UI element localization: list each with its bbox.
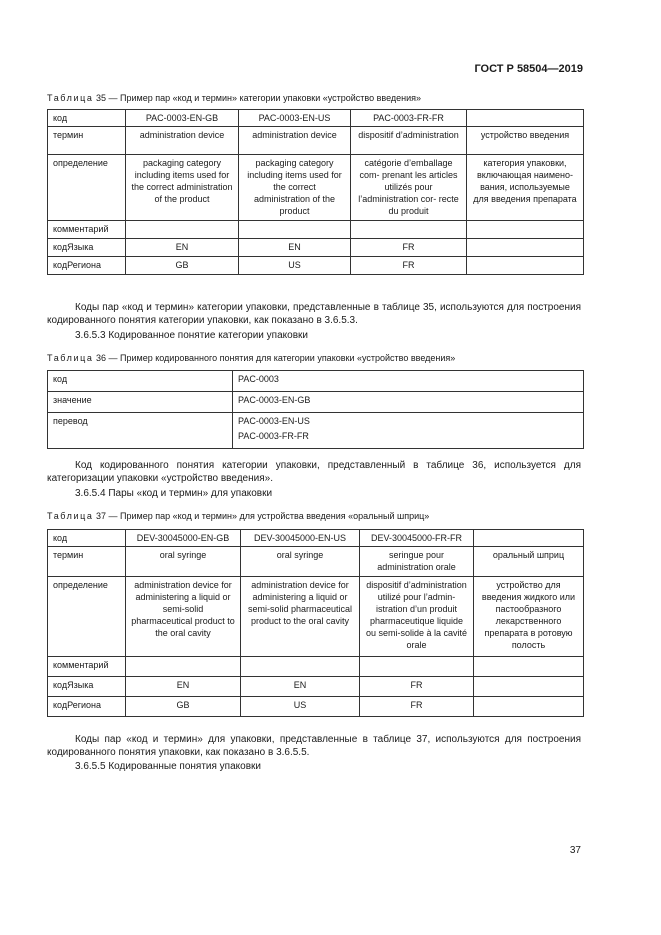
table-cell: oral syringe	[241, 547, 360, 577]
table-cell: seringue pour administration orale	[360, 547, 474, 577]
table-35-caption	[47, 93, 421, 103]
table-cell: packaging category including items used for the correct administration of the product	[239, 155, 351, 221]
caption-word: Таблица	[47, 93, 94, 103]
table-cell	[126, 657, 241, 677]
caption-text: 37 — Пример пар «код и термин» для устройства введения «оральный шприц»	[93, 511, 430, 521]
table-cell: EN	[126, 239, 239, 257]
row-label: термин	[48, 547, 126, 577]
row-label: кодРегиона	[48, 257, 126, 275]
table-row	[48, 239, 584, 257]
table-cell: dispositif d’administration	[351, 127, 467, 155]
table-cell: DEV-30045000-EN-US	[241, 530, 360, 547]
row-label: комментарий	[48, 221, 126, 239]
table-cell	[233, 413, 584, 449]
table-cell	[126, 221, 239, 239]
table-cell	[467, 257, 584, 275]
table-row	[48, 110, 584, 127]
table-37	[47, 529, 584, 717]
table-row	[48, 413, 584, 449]
table-cell: EN	[126, 677, 241, 697]
table-cell	[474, 697, 584, 717]
table-row	[48, 657, 584, 677]
table-cell	[474, 657, 584, 677]
table-cell: oral syringe	[126, 547, 241, 577]
table-cell: dispositif d’administration utilizé pour l’administration d’un produit pharmaceutique liquide ou semi-solide à la cavité orale	[360, 577, 474, 657]
table-cell: GB	[126, 697, 241, 717]
table-cell	[239, 221, 351, 239]
table-row	[48, 127, 584, 155]
table-cell: категория упаковки, включающая наименования, используемые для введения препарата	[467, 155, 584, 221]
table-cell: PAC-0003-EN-US	[239, 110, 351, 127]
row-label: кодЯзыка	[48, 677, 126, 697]
row-label: комментарий	[48, 657, 126, 677]
table-row	[48, 530, 584, 547]
row-label: определение	[48, 155, 126, 221]
table-36-caption	[47, 353, 455, 363]
table-35	[47, 109, 584, 275]
table-row	[48, 547, 584, 577]
translation-code: PAC-0003-FR-FR	[238, 431, 309, 441]
section-heading-3-6-5-4: 3.6.5.4 Пары «код и термин» для упаковки	[75, 488, 273, 499]
table-cell: catégorie d’emballage com- prenant les articles utilizés pour l’administration cor- recte du produit	[351, 155, 467, 221]
table-cell: US	[239, 257, 351, 275]
row-label: кодЯзыка	[48, 239, 126, 257]
table-cell: PAC-0003-EN-GB	[233, 392, 584, 413]
table-37-caption	[47, 511, 429, 521]
row-label: значение	[48, 392, 233, 413]
table-cell: FR	[360, 697, 474, 717]
table-cell: оральный шприц	[474, 547, 584, 577]
table-cell: administration device for administering a liquid or semi-solid pharmaceutical product to the oral cavity	[241, 577, 360, 657]
table-cell: FR	[351, 239, 467, 257]
paragraph-1: Коды пар «код и термин» категории упаковки, представленные в таблице 35, используются для построения кодированного понятия категории упаковки, как показано в 3.6.5.3.	[47, 302, 581, 326]
table-cell: FR	[360, 677, 474, 697]
table-cell: GB	[126, 257, 239, 275]
table-row	[48, 697, 584, 717]
paragraph-3: Коды пар «код и термин» для упаковки, представленные в таблице 37, используются для построения кодированного понятия упаковки, как показано в 3.6.5.5.	[47, 734, 581, 758]
table-row	[48, 155, 584, 221]
table-row	[48, 392, 584, 413]
table-cell	[360, 657, 474, 677]
section-heading-3-6-5-3: 3.6.5.3 Кодированное понятие категории упаковки	[75, 330, 308, 341]
caption-word: Таблица	[47, 353, 94, 363]
table-cell: packaging category including items used for the correct administration of the product	[126, 155, 239, 221]
row-label: определение	[48, 577, 126, 657]
table-cell: EN	[239, 239, 351, 257]
row-label: код	[48, 530, 126, 547]
translation-code: PAC-0003-EN-US	[238, 416, 310, 426]
row-label: код	[48, 371, 233, 392]
table-cell	[474, 530, 584, 547]
table-cell	[467, 221, 584, 239]
row-label: кодРегиона	[48, 697, 126, 717]
table-cell: EN	[241, 677, 360, 697]
section-heading-3-6-5-5: 3.6.5.5 Кодированные понятия упаковки	[75, 761, 261, 772]
table-cell: PAC-0003-FR-FR	[351, 110, 467, 127]
table-cell: FR	[351, 257, 467, 275]
row-label: код	[48, 110, 126, 127]
table-row	[48, 221, 584, 239]
table-cell: administration device	[126, 127, 239, 155]
caption-word: Таблица	[47, 511, 94, 521]
table-cell	[474, 677, 584, 697]
table-cell: PAC-0003-EN-GB	[126, 110, 239, 127]
table-36	[47, 370, 584, 449]
row-label: перевод	[48, 413, 233, 449]
table-row	[48, 577, 584, 657]
table-cell: US	[241, 697, 360, 717]
table-cell: DEV-30045000-FR-FR	[360, 530, 474, 547]
paragraph-2: Код кодированного понятия категории упаковки, представленный в таблице 36, используется для категоризации упаковки «устройство введения».	[47, 460, 581, 484]
table-cell	[351, 221, 467, 239]
document-code: ГОСТ Р 58504—2019	[474, 63, 583, 75]
caption-text: 35 — Пример пар «код и термин» категории упаковки «устройство введения»	[93, 93, 422, 103]
table-cell: устройство введения	[467, 127, 584, 155]
table-cell	[467, 110, 584, 127]
table-row	[48, 371, 584, 392]
table-row	[48, 677, 584, 697]
table-row	[48, 257, 584, 275]
table-cell: PAC-0003	[233, 371, 584, 392]
row-label: термин	[48, 127, 126, 155]
table-cell	[467, 239, 584, 257]
page-number: 37	[569, 845, 581, 856]
table-cell: administration device	[239, 127, 351, 155]
table-cell: administration device for administering a liquid or semi-solid pharmaceutical product to the oral cavity	[126, 577, 241, 657]
table-cell: DEV-30045000-EN-GB	[126, 530, 241, 547]
caption-text: 36 — Пример кодированного понятия для категории упаковки «устройство введения»	[93, 353, 456, 363]
table-cell: устройство для введения жидкого или пастообразного лекарственного препарата в ротовую полость	[474, 577, 584, 657]
table-cell	[241, 657, 360, 677]
